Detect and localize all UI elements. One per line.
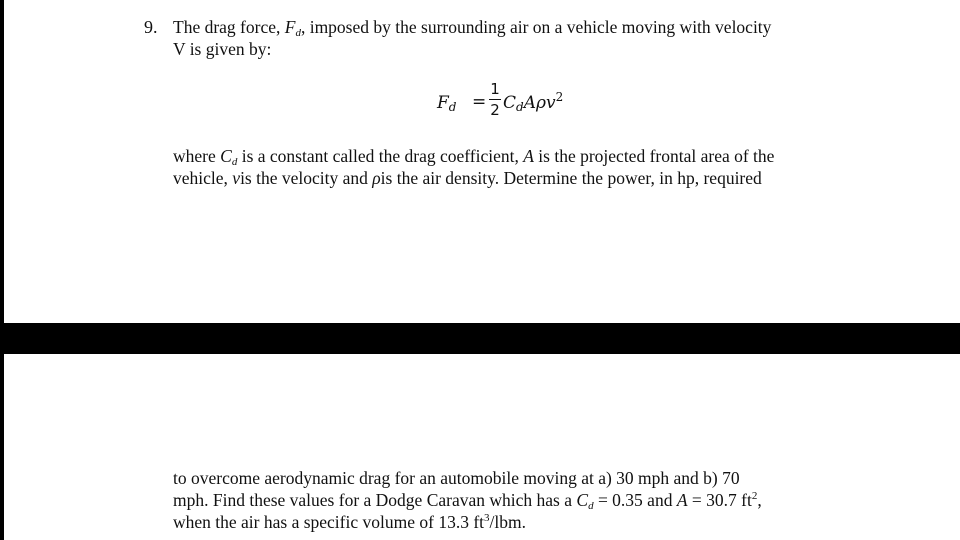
definitions-line-2: vehicle, vis the velocity and ρis the air density. Determine the power, in hp, required xyxy=(173,168,762,188)
continuation-line-2: mph. Find these values for a Dodge Caravan which has a $C_d = 0.35$ and A = 30.7 $ft^2$, xyxy=(173,490,762,512)
definitions-line-1: where $C_d$ is a constant called the drag coefficient, A is the projected frontal area of the xyxy=(173,146,775,168)
formula-rhs: $C_dA\rho v^2$ xyxy=(503,90,564,114)
definitions-paragraph xyxy=(173,145,833,189)
formula-lhs: $F_d$ xyxy=(437,93,457,114)
formula-fraction: 1 2 xyxy=(490,80,500,119)
formula-equals: = xyxy=(472,92,487,112)
intro-line-1: The drag force, $F_d$, imposed by the surrounding air on a vehicle moving with velocity xyxy=(173,17,772,39)
intro-line-2: V is given by: xyxy=(173,39,272,59)
problem-number: 9. xyxy=(144,17,158,37)
page-break-band xyxy=(0,323,960,354)
continuation-paragraph xyxy=(173,467,833,533)
left-edge-bar xyxy=(0,0,4,540)
drag-force-symbol: $F_d$ xyxy=(284,17,301,39)
problem-intro xyxy=(173,16,833,60)
continuation-line-1: to overcome aerodynamic drag for an automobile moving at a) 30 mph and b) 70 xyxy=(173,468,740,488)
continuation-line-3: when the air has a specific volume of 13.3 $ft^3$/lbm. xyxy=(173,512,526,532)
